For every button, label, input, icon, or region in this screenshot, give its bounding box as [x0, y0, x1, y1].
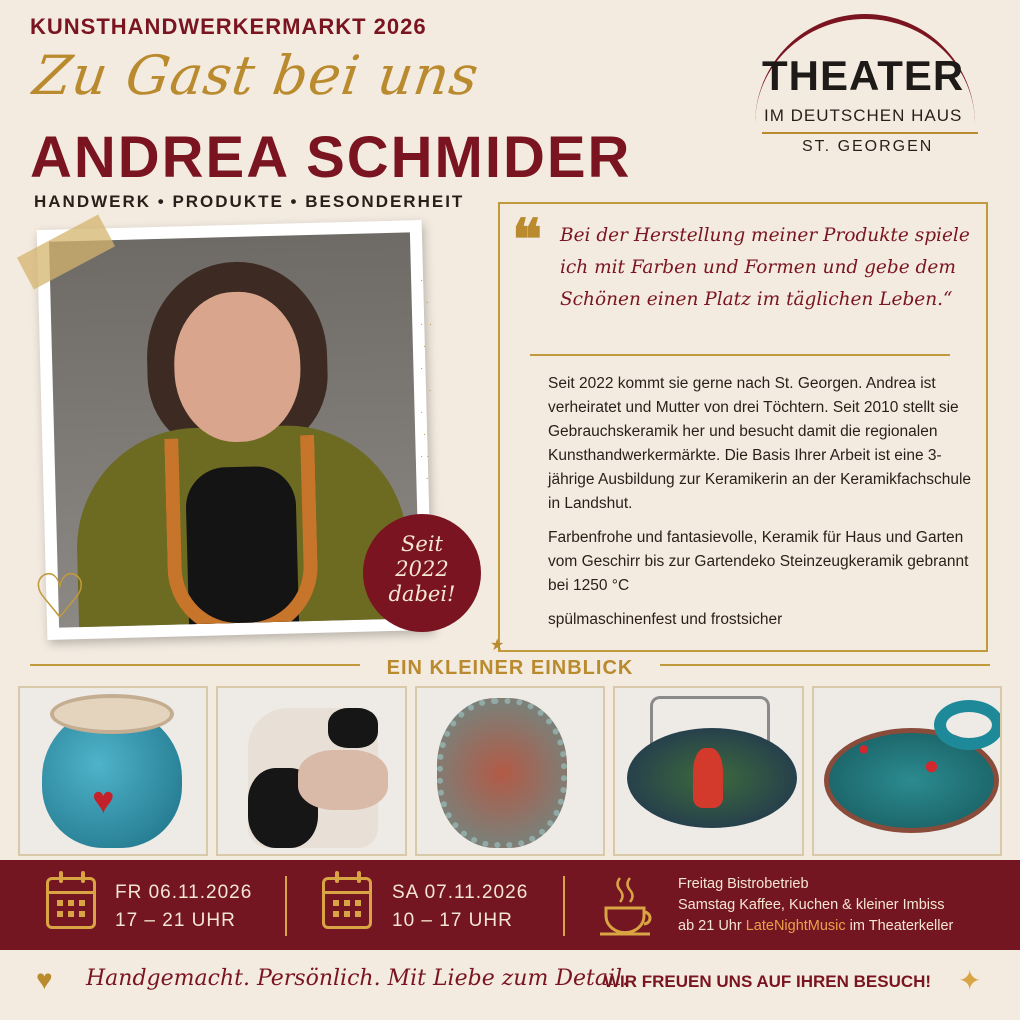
gnome-figure [693, 748, 723, 808]
badge-line-1: Seit [401, 532, 443, 556]
product-tile-gnome-plate [613, 686, 803, 856]
cow-nose [298, 750, 388, 810]
cow-figure [248, 708, 378, 848]
cow-patch [328, 708, 378, 748]
badge-line-3: dabei! [388, 582, 456, 606]
logo-town-text: ST. GEORGEN [802, 138, 934, 155]
theater-logo [750, 12, 990, 155]
event-day1-date: FR 06.11.2026 [115, 882, 253, 903]
logo-sub-text: IM DEUTSCHEN HAUS [764, 106, 963, 125]
event-kicker: KUNSTHANDWERKERMARKT 2026 [30, 14, 427, 39]
heart-outline-icon: ♡ [32, 563, 88, 632]
late-night-music-highlight: LateNightMusic [745, 918, 846, 934]
star-icon: ★ [490, 637, 505, 654]
vase-rim [50, 694, 174, 734]
event-day1-time: 17 – 21 UHR [115, 910, 236, 931]
event-separator [285, 876, 287, 936]
footer-tagline: Handgemacht. Persönlich. Mit Liebe zum Detail. [86, 966, 630, 991]
logo-main-text: THEATER [762, 52, 965, 99]
section-title: EIN KLEINER EINBLICK [386, 657, 634, 679]
calendar-icon [322, 877, 372, 929]
event-separator [563, 876, 565, 936]
quote-mark-icon: ❝ [512, 207, 543, 273]
tray-handle [934, 700, 1002, 750]
quote-divider [530, 354, 950, 356]
bio-paragraph-1: Seit 2022 kommt sie gerne nach St. Georgen. Andrea ist verheiratet und Mutter von drei Töchtern. Seit 2010 stellt sie Gebrauchskeramik her und besucht damit die regionalen Kunsthandwerkermärkte. Die Basis Ihrer Arbeit ist eine 3-jährige Ausbildung zur Keramikerin an der Keramikfachschule in Landshut. [548, 375, 972, 512]
coffee-cup-icon [598, 874, 658, 938]
heart-icon: ♥ [92, 780, 115, 822]
portrait-face [172, 290, 302, 443]
artist-name: ANDREA SCHMIDER [30, 125, 632, 190]
event-info [678, 874, 953, 937]
product-tile-octopus [415, 686, 605, 856]
logo-divider [762, 132, 978, 134]
sparkle-decoration: · · · · · · · · · · · · [420, 275, 433, 484]
since-badge [363, 514, 481, 632]
event-bar [0, 860, 1020, 950]
product-tile-cow [216, 686, 406, 856]
calendar-icon [46, 877, 96, 929]
artist-bio [548, 372, 978, 632]
octopus-sculpture [437, 698, 567, 848]
guest-script-title: Zu Gast bei uns [29, 44, 484, 107]
footer-cta: WIR FREUEN UNS AUF IHREN BESUCH! [604, 972, 932, 991]
info-line-3 [678, 916, 953, 937]
badge-line-2: 2022 [395, 557, 449, 581]
product-gallery [18, 686, 1002, 856]
event-day2-date: SA 07.11.2026 [392, 882, 529, 903]
bio-paragraph-3: spülmaschinenfest und frostsicher [548, 611, 783, 628]
event-day2-time: 10 – 17 UHR [392, 910, 513, 931]
product-tile-candle-holder [812, 686, 1002, 856]
info-line-3-suffix: im Theaterkeller [845, 918, 954, 934]
artist-quote: Bei der Herstellung meiner Produkte spiele ich mit Farben und Formen und gebe dem Schönen einen Platz im täglichen Leben.“ [560, 225, 970, 310]
info-line-3-prefix: ab 21 Uhr [678, 918, 746, 934]
mushroom-icon: ● [857, 738, 870, 760]
portrait-scarf [164, 435, 319, 628]
heart-icon: ♥ [36, 964, 53, 995]
mushroom-icon: ● [923, 750, 940, 780]
info-line-2: Samstag Kaffee, Kuchen & kleiner Imbiss [678, 897, 945, 913]
star-icon: ✦ [958, 965, 982, 996]
bio-paragraph-2: Farbenfrohe und fantasievolle, Keramik für Haus und Garten vom Geschirr bis zur Gartendeko Steinzeugkeramik gebrannt bei 1250 °C [548, 529, 969, 594]
product-tile-vase [18, 686, 208, 856]
artist-subline: HANDWERK • PRODUKTE • BESONDERHEIT [34, 192, 465, 211]
info-line-1: Freitag Bistrobetrieb [678, 876, 809, 892]
